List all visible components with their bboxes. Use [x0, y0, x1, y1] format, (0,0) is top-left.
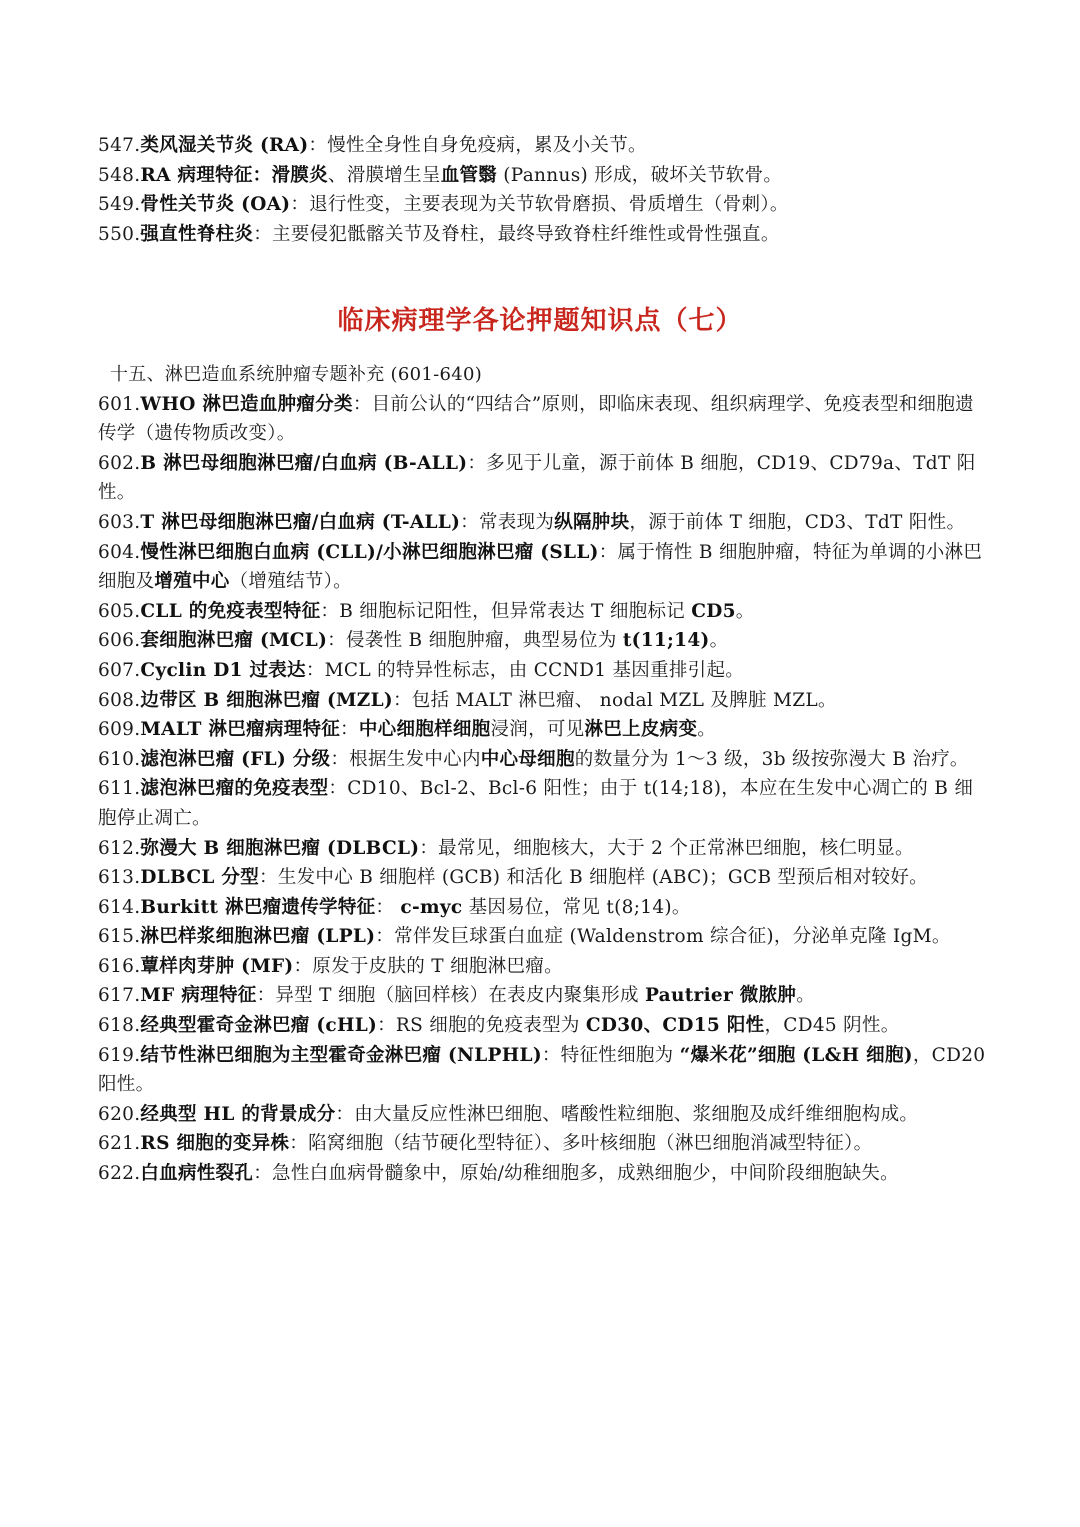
- item-number: 621.: [98, 1133, 141, 1155]
- item-text: ：主要侵犯骶髂关节及脊柱，最终导致脊柱纤维性或骨性强直。: [253, 223, 780, 245]
- item-text: ：RS 细胞的免疫表型为: [377, 1015, 586, 1037]
- item-text: ：异型 T 细胞（脑回样核）在表皮内聚集形成: [256, 985, 645, 1007]
- item-text: ：属于惰性 B 细胞肿瘤，特征为单调的小淋巴细胞及: [98, 541, 983, 593]
- item-number: 614.: [98, 896, 141, 918]
- item-text: ：多见于儿童，源于前体 B 细胞，CD19、CD79a、TdT 阳性。: [98, 452, 976, 504]
- item-term: T 淋巴母细胞淋巴瘤/白血病 (T-ALL): [140, 511, 461, 533]
- item-term: CD5: [691, 600, 736, 622]
- item-number: 549.: [98, 194, 141, 216]
- item-term: c-myc: [400, 896, 463, 918]
- item-term: 强直性脊柱炎: [140, 223, 254, 245]
- item-term: MF 病理特征: [140, 985, 257, 1007]
- item-term: 蕈样肉芽肿 (MF): [140, 955, 294, 977]
- item-term: 类风湿关节炎 (RA): [140, 135, 309, 156]
- item-term: DLBCL 分型: [140, 867, 260, 889]
- item-text: 、滑膜增生呈: [327, 164, 441, 186]
- item-term: 淋巴样浆细胞淋巴瘤 (LPL): [140, 926, 376, 948]
- item-term: Burkitt 淋巴瘤遗传学特征: [140, 896, 376, 918]
- list-item: [98, 863, 990, 893]
- item-number: 622.: [98, 1163, 141, 1185]
- item-term: 经典型 HL 的背景成分: [140, 1103, 336, 1125]
- item-text: ：常伴发巨球蛋白血症 (Waldenstrom 综合征)，分泌单克隆 IgM。: [375, 926, 951, 948]
- list-item: [98, 626, 990, 656]
- item-number: 547.: [98, 135, 141, 156]
- item-text: ：CD10、Bcl-2、Bcl-6 阳性；由于 t(14;18)，本应在生发中心凋亡的 B 细胞停止凋亡。: [98, 778, 974, 829]
- item-text: ：慢性全身性自身免疫病，累及小关节。: [308, 135, 647, 156]
- item-term: RS 细胞的变异株: [140, 1133, 290, 1155]
- item-number: 606.: [98, 630, 141, 652]
- item-number: 602.: [98, 452, 141, 474]
- item-text: ：: [340, 719, 359, 741]
- list-item: [98, 538, 990, 597]
- item-term: 经典型霍奇金淋巴瘤 (cHL): [140, 1015, 378, 1037]
- item-number: 607.: [98, 659, 141, 681]
- item-number: 619.: [98, 1044, 141, 1066]
- item-text: ，CD45 阴性。: [764, 1015, 900, 1037]
- item-text: ：侵袭性 B 细胞肿瘤，典型易位为: [327, 630, 623, 652]
- list-item: [98, 922, 990, 952]
- main-items-list: [98, 360, 990, 1189]
- item-number: 615.: [98, 926, 141, 948]
- list-item: [98, 745, 990, 775]
- item-text: ：根据生发中心内: [330, 748, 481, 770]
- list-item: [98, 981, 990, 1011]
- item-text: ：包括 MALT 淋巴瘤、 nodal MZL 及脾脏 MZL。: [392, 689, 837, 711]
- item-number: 618.: [98, 1015, 141, 1037]
- section-header: 十五、淋巴造血系统肿瘤专题补充 (601-640): [110, 364, 483, 385]
- item-term: 中心母细胞: [480, 748, 575, 770]
- page-title: 临床病理学各论押题知识点（七）: [337, 306, 743, 336]
- item-number: 548.: [98, 164, 141, 186]
- item-text: 。: [796, 985, 815, 1007]
- list-item: [98, 834, 990, 864]
- item-term: 增殖中心: [154, 571, 230, 593]
- item-text: ，源于前体 T 细胞，CD3、TdT 阳性。: [629, 511, 966, 533]
- item-term: 滤泡淋巴瘤 (FL) 分级: [140, 748, 331, 770]
- item-text: ：常表现为: [460, 511, 555, 533]
- item-number: 605.: [98, 600, 141, 622]
- item-text: ：B 细胞标记阳性，但异常表达 T 细胞标记: [320, 600, 692, 622]
- list-item: [98, 686, 990, 716]
- item-text: ：陷窝细胞（结节硬化型特征）、多叶核细胞（淋巴细胞消减型特征）。: [289, 1133, 873, 1155]
- item-text: (Pannus) 形成，破坏关节软骨。: [497, 164, 783, 186]
- item-term: Cyclin D1 过表达: [140, 659, 306, 681]
- item-term: 纵隔肿块: [554, 511, 630, 533]
- list-item: [98, 1129, 990, 1159]
- item-number: 603.: [98, 511, 141, 533]
- list-item: [98, 390, 990, 449]
- item-term: 白血病性裂孔: [140, 1163, 254, 1185]
- item-text: ：MCL 的特异性标志，由 CCND1 基因重排引起。: [305, 659, 745, 681]
- item-text: ：生发中心 B 细胞样 (GCB) 和活化 B 细胞样 (ABC)；GCB 型预后相对较好。: [259, 867, 928, 889]
- item-text: 。: [735, 600, 755, 622]
- item-number: 612.: [98, 837, 141, 859]
- item-text: 基因易位，常见 t(8;14)。: [462, 896, 691, 918]
- item-number: 609.: [98, 719, 141, 741]
- item-text: 浸润，可见: [490, 719, 585, 741]
- item-term: Pautrier 微脓肿: [644, 985, 797, 1007]
- item-number: 608.: [98, 689, 141, 711]
- list-item: [98, 508, 990, 538]
- item-term: WHO 淋巴造血肿瘤分类: [140, 393, 353, 415]
- item-text: ：特征性细胞为: [541, 1044, 680, 1066]
- item-text: ：由大量反应性淋巴细胞、嗜酸性粒细胞、浆细胞及成纤维细胞构成。: [335, 1103, 919, 1125]
- item-number: 617.: [98, 985, 141, 1007]
- item-term: 淋巴上皮病变: [584, 719, 698, 741]
- list-item: [98, 715, 990, 745]
- list-item: [98, 1159, 990, 1189]
- item-text: 的数量分为 1～3 级，3b 级按弥漫大 B 治疗。: [574, 748, 969, 770]
- item-text: ：急性白血病骨髓象中，原始/幼稚细胞多，成熟细胞少，中间阶段细胞缺失。: [253, 1163, 899, 1185]
- list-item: [98, 893, 990, 923]
- item-term: 边带区 B 细胞淋巴瘤 (MZL): [140, 689, 393, 711]
- list-item: [98, 161, 990, 191]
- item-term: 结节性淋巴细胞为主型霍奇金淋巴瘤 (NLPHL): [140, 1044, 542, 1066]
- item-term: 弥漫大 B 细胞淋巴瘤 (DLBCL): [140, 837, 420, 859]
- item-text: ：退行性变，主要表现为关节软骨磨损、骨质增生（骨刺）。: [290, 194, 789, 216]
- item-text: ：原发于皮肤的 T 细胞淋巴瘤。: [293, 955, 563, 977]
- item-term: CD30、CD15 阳性: [585, 1015, 765, 1037]
- top-items-list: [98, 131, 990, 249]
- list-item: [98, 449, 990, 508]
- item-number: 601.: [98, 393, 141, 415]
- item-text: （增殖结节）。: [229, 571, 352, 593]
- item-text: 。: [709, 630, 729, 652]
- item-number: 611.: [98, 778, 141, 800]
- item-text: ：: [375, 896, 401, 918]
- item-term: MALT 淋巴瘤病理特征: [140, 719, 341, 741]
- list-item: [98, 1011, 990, 1041]
- list-item: [98, 656, 990, 686]
- item-number: 616.: [98, 955, 141, 977]
- item-term: CLL 的免疫表型特征: [140, 600, 321, 622]
- item-number: 613.: [98, 867, 141, 889]
- item-term: 慢性淋巴细胞白血病 (CLL)/小淋巴细胞淋巴瘤 (SLL): [140, 541, 599, 563]
- list-item: [98, 774, 990, 833]
- item-text: ：最常见，细胞核大，大于 2 个正常淋巴细胞，核仁明显。: [419, 837, 914, 859]
- item-number: 610.: [98, 748, 141, 770]
- item-text: ：目前公认的“四结合”原则，即临床表现、组织病理学、免疫表型和细胞遗传学（遗传物质改变）。: [98, 393, 974, 445]
- list-item: [98, 1100, 990, 1130]
- list-item: [98, 1041, 990, 1100]
- item-term: 滤泡淋巴瘤的免疫表型: [140, 778, 329, 800]
- item-term: B 淋巴母细胞淋巴瘤/白血病 (B-ALL): [140, 452, 468, 474]
- list-item: [98, 190, 990, 220]
- item-term: 血管翳: [440, 164, 498, 186]
- item-text: ，CD20 阳性。: [98, 1044, 986, 1096]
- list-item: [98, 131, 990, 161]
- list-item: [98, 220, 990, 250]
- item-term: 骨性关节炎 (OA): [140, 194, 291, 216]
- item-number: 620.: [98, 1103, 141, 1125]
- item-term: “爆米花”细胞 (L&H 细胞): [679, 1044, 913, 1066]
- item-number: 604.: [98, 541, 141, 563]
- item-text: 。: [697, 719, 717, 741]
- list-item: [98, 597, 990, 627]
- item-number: 550.: [98, 223, 141, 245]
- item-term: RA 病理特征：滑膜炎: [140, 164, 328, 186]
- item-term: t(11;14): [622, 630, 710, 652]
- item-term: 套细胞淋巴瘤 (MCL): [140, 630, 328, 652]
- item-term: 中心细胞样细胞: [358, 719, 491, 741]
- list-item: [98, 952, 990, 982]
